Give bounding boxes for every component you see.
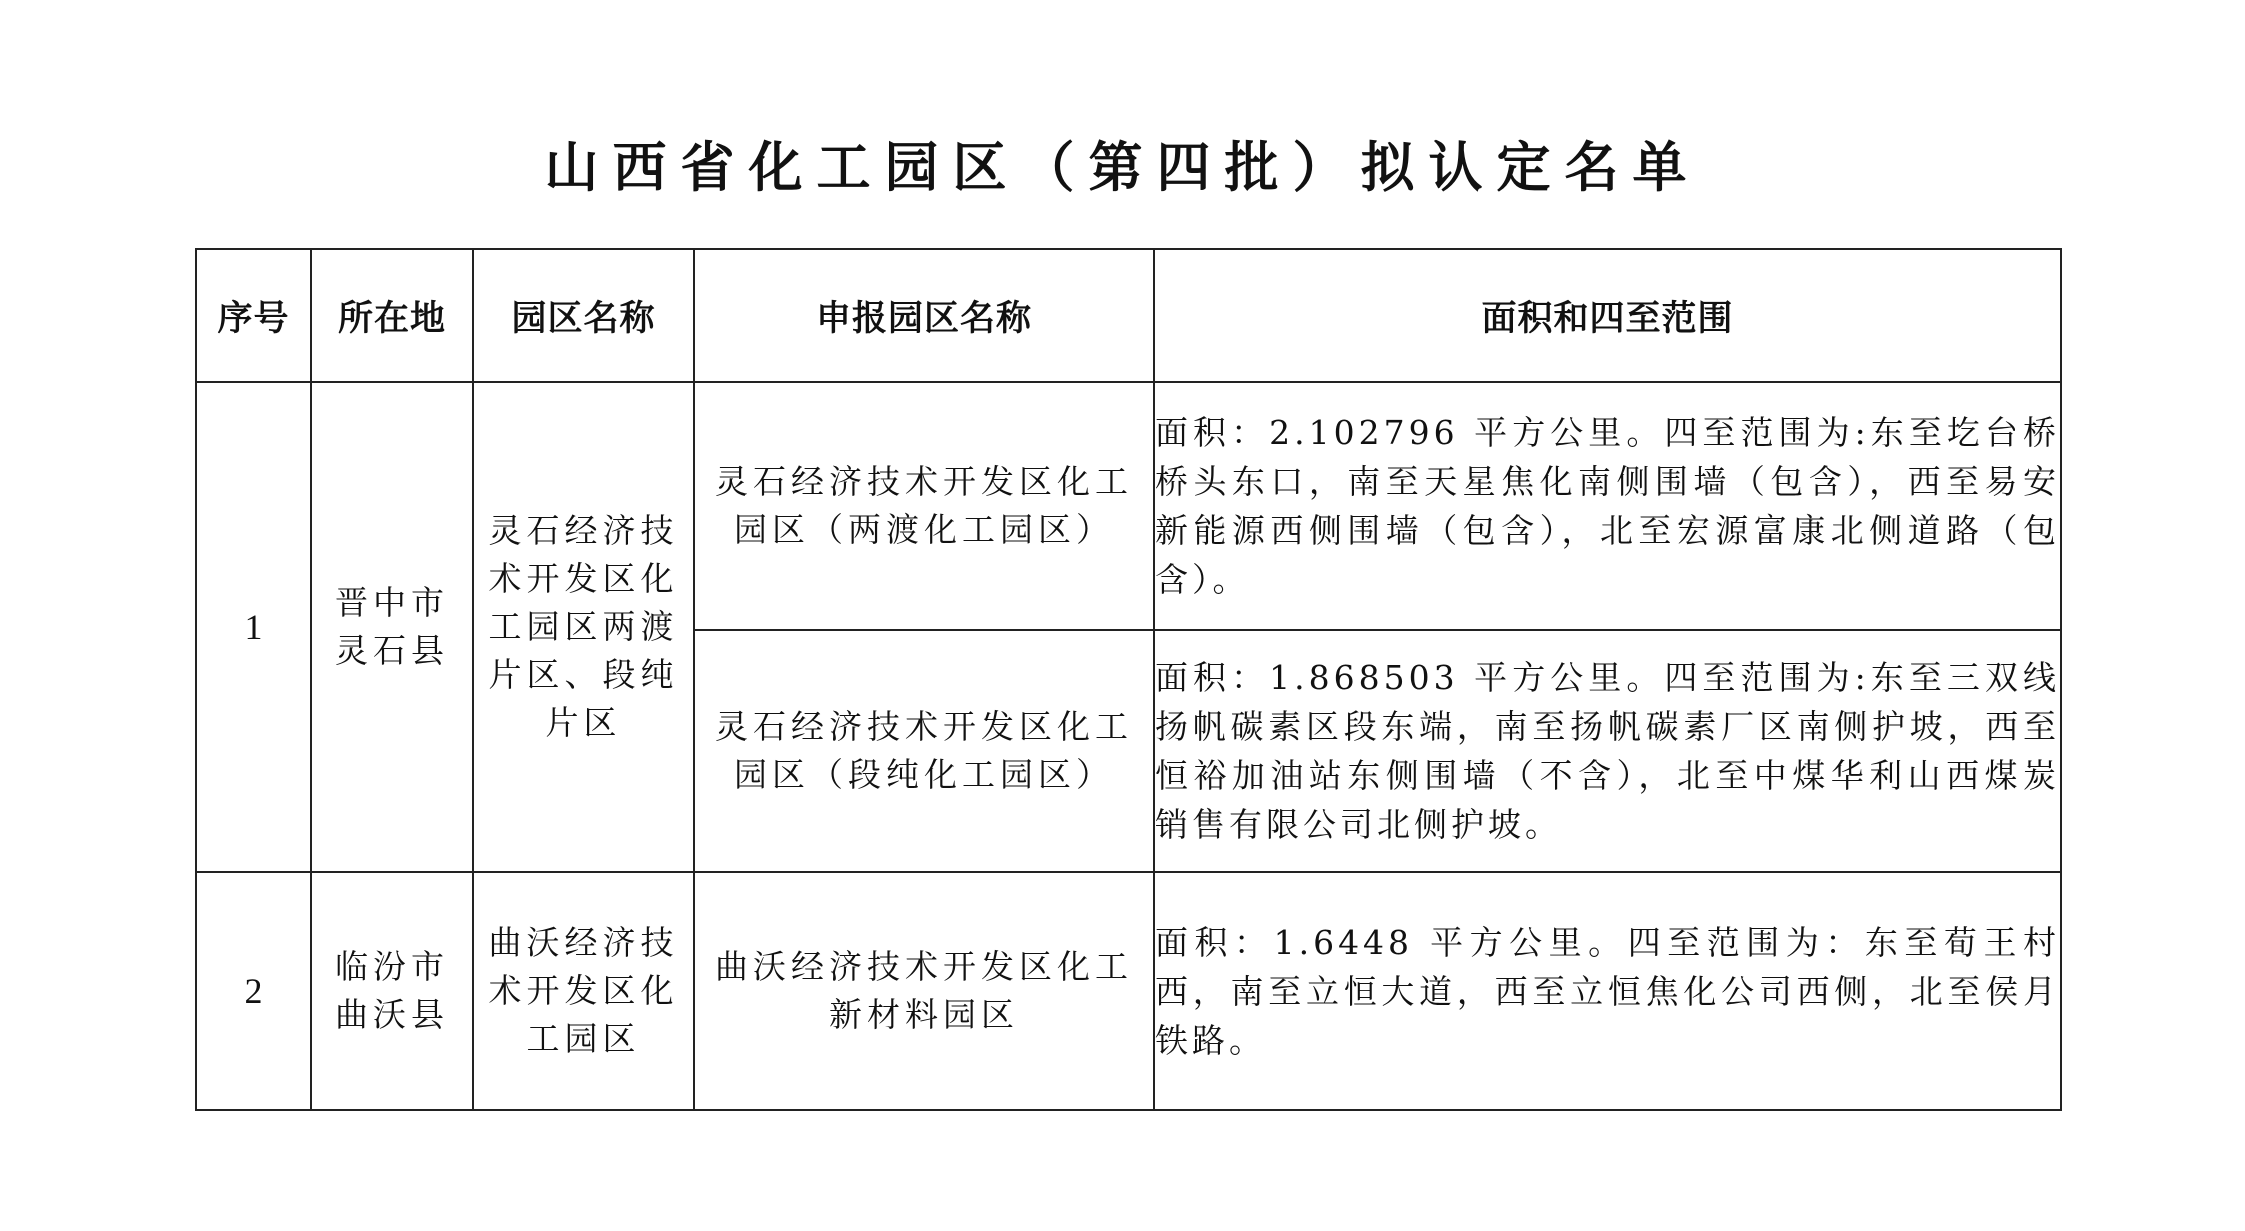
scope-cell xyxy=(1154,382,2061,630)
park-list-table xyxy=(195,248,2062,1111)
applied-name-cell xyxy=(694,382,1154,630)
park-name-text: 曲沃经济技术开发区化工园区 xyxy=(488,923,679,1058)
scope-text: 面积：1.868503 平方公里。四至范围为:东至三双线扬帆碳素区段东端，南至扬帆碳素厂区南侧护坡，西至恒裕加油站东侧围墙（不含），北至中煤华利山西煤炭销售有限公司北侧护坡。 xyxy=(1155,658,2060,844)
scope-cell xyxy=(1154,630,2061,872)
location-text: 晋中市灵石县 xyxy=(335,583,449,670)
document-title: 山西省化工园区（第四批）拟认定名单 xyxy=(544,135,1701,199)
header-park-name: 园区名称 xyxy=(473,249,694,382)
location-text: 临汾市曲沃县 xyxy=(335,947,449,1034)
table-row xyxy=(196,872,2061,1110)
park-name-cell xyxy=(473,872,694,1110)
scope-cell xyxy=(1154,872,2061,1110)
header-seq: 序号 xyxy=(196,249,311,382)
applied-name-cell xyxy=(694,872,1154,1110)
applied-name-text: 灵石经济技术开发区化工园区（两渡化工园区） xyxy=(715,462,1133,549)
park-name-text: 灵石经济技术开发区化工园区两渡片区、段纯片区 xyxy=(488,511,679,742)
seq-cell: 2 xyxy=(196,872,311,1110)
park-name-cell xyxy=(473,382,694,872)
header-applied-name: 申报园区名称 xyxy=(694,249,1154,382)
applied-name-cell xyxy=(694,630,1154,872)
scope-text: 面积：2.102796 平方公里。四至范围为:东至圪台桥桥头东口，南至天星焦化南侧围墙（包含），西至易安新能源西侧围墙（包含），北至宏源富康北侧道路（包含）。 xyxy=(1155,413,2060,599)
location-cell xyxy=(311,382,473,872)
header-scope: 面积和四至范围 xyxy=(1154,249,2061,382)
header-location: 所在地 xyxy=(311,249,473,382)
table-header-row xyxy=(196,249,2061,382)
applied-name-text: 曲沃经济技术开发区化工新材料园区 xyxy=(715,947,1133,1034)
scope-text: 面积：1.6448 平方公里。四至范围为：东至荀王村西，南至立恒大道，西至立恒焦化公司西侧，北至侯月铁路。 xyxy=(1155,922,2060,1060)
location-cell xyxy=(311,872,473,1110)
table-row xyxy=(196,382,2061,630)
applied-name-text: 灵石经济技术开发区化工园区（段纯化工园区） xyxy=(715,707,1133,794)
seq-cell: 1 xyxy=(196,382,311,872)
